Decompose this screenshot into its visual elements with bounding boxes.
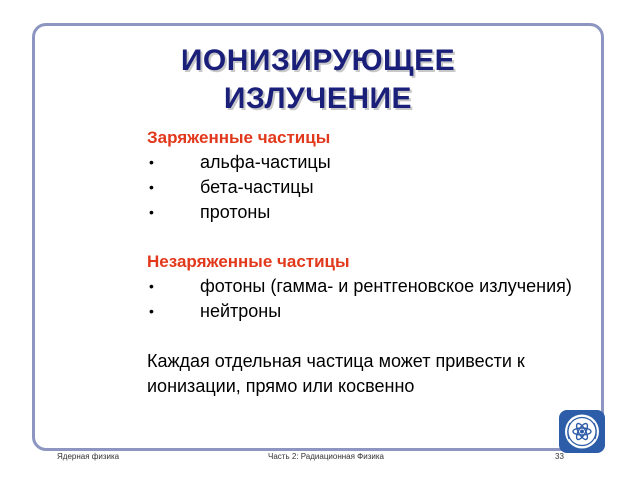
summary-note: Каждая отдельная частица может привести к ионизации, прямо или косвенно <box>147 351 525 396</box>
list-item-text: протоны <box>200 202 271 222</box>
title-line-1: ИОНИЗИРУЮЩЕЕ <box>180 44 456 77</box>
charged-heading: Заряженные частицы <box>147 128 331 147</box>
spacer <box>147 225 597 250</box>
bullet-icon: • <box>149 303 154 319</box>
list-item <box>147 299 597 324</box>
list-item-text: фотоны (гамма- и рентгеновское излучения) <box>200 276 572 296</box>
uncharged-list <box>147 274 597 324</box>
slide-title <box>32 42 604 118</box>
iaea-logo-icon <box>558 409 606 454</box>
bullet-icon: • <box>149 179 154 195</box>
list-item-text: бета-частицы <box>200 177 314 197</box>
footer-page-number: 33 <box>555 452 564 461</box>
slide-content <box>147 126 597 417</box>
title-line-2: ИЗЛУЧЕНИЕ <box>223 82 413 115</box>
list-item-text: альфа-частицы <box>200 152 331 172</box>
footer-course-title: Ядерная физика <box>57 452 120 461</box>
bullet-icon: • <box>149 278 154 294</box>
list-item <box>147 200 597 225</box>
bullet-icon: • <box>149 154 154 170</box>
bullet-icon: • <box>149 204 154 220</box>
footer-part-title: Часть 2: Радиационная Физика <box>268 452 384 461</box>
charged-list <box>147 150 597 225</box>
uncharged-heading: Незаряженные частицы <box>147 252 350 271</box>
list-item <box>147 175 597 200</box>
list-item <box>147 274 597 299</box>
list-item <box>147 150 597 175</box>
list-item-text: нейтроны <box>200 301 282 321</box>
